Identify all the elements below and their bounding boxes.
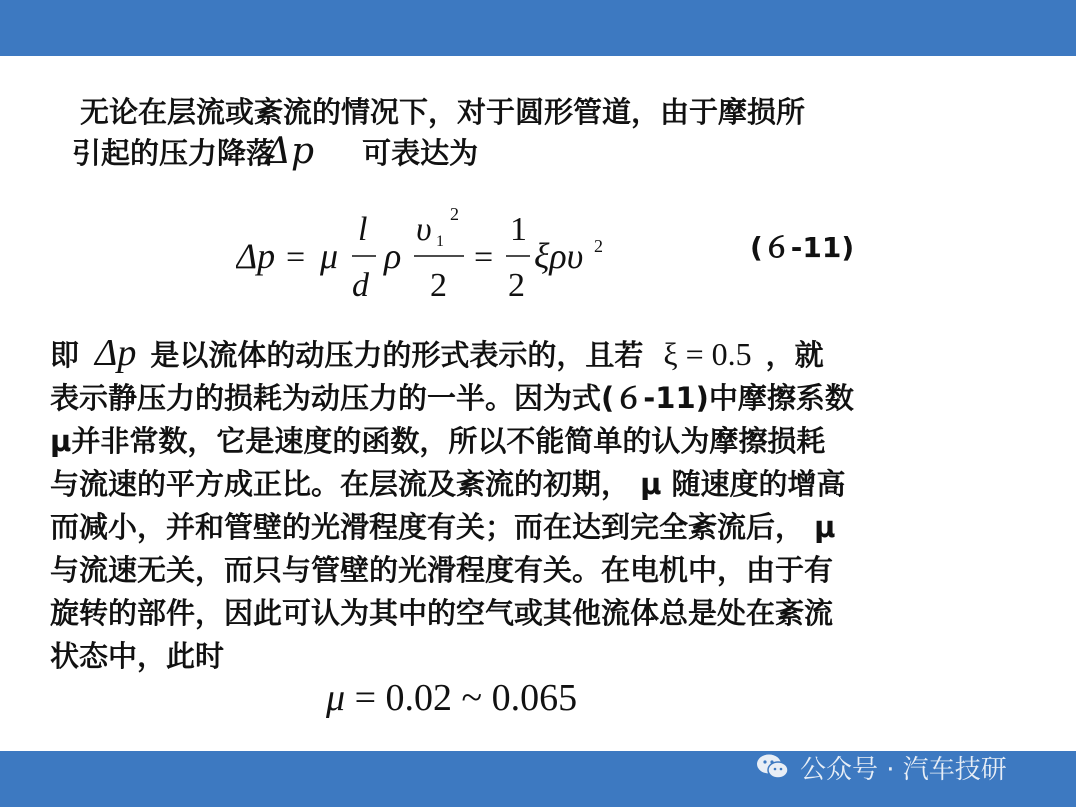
eq-upsilon1: υ <box>416 211 432 248</box>
eq-mu: μ <box>320 236 339 276</box>
equation-number: (６-11) <box>750 231 855 264</box>
intro-line-2-end: 可表达为 <box>362 136 479 170</box>
watermark-text: 公众号 · 汽车技研 <box>800 754 1007 785</box>
intro-line-2-text: 引起的压力降落 <box>72 136 276 170</box>
eq-sup2-b: 2 <box>594 236 603 256</box>
body-line-5: 而减小，并和管壁的光滑程度有关；而在达到完全紊流后， μ <box>50 510 836 544</box>
body-paragraph <box>50 332 1040 678</box>
body-line-3: μ并非常数，它是速度的函数，所以不能简单的认为摩擦损耗 <box>50 424 826 458</box>
body-line-1-b: 是以流体的动压力的形式表示的，且若 <box>150 338 644 372</box>
body-line-8: 状态中，此时 <box>50 639 225 673</box>
body-line-6: 与流速无关，而只与管壁的光滑程度有关。在电机中，由于有 <box>50 553 834 587</box>
eq-rho: ρ <box>384 236 402 276</box>
eq-sup2-a: 2 <box>450 204 459 224</box>
top-banner <box>0 0 1076 56</box>
eq-den-2a: 2 <box>430 267 447 304</box>
eq-d: d <box>352 267 369 304</box>
body-line-1-a: 即 <box>50 338 80 372</box>
delta-p-symbol-body: Δp <box>95 332 137 374</box>
pressure-drop-equation <box>236 200 636 310</box>
delta-p-symbol: Δp <box>265 131 315 172</box>
body-line-1 <box>50 332 1040 377</box>
wechat-icon <box>756 753 790 781</box>
eq-lhs: Δp <box>236 236 276 276</box>
body-line-1-c: ，就 <box>765 338 824 372</box>
body-line-7: 旋转的部件，因此可认为其中的空气或其他流体总是处在紊流 <box>50 596 834 630</box>
eq-sub1: 1 <box>436 233 444 250</box>
body-line-2: 表示静压力的损耗为动压力的一半。因为式(６-11)中摩擦系数 <box>50 381 854 415</box>
mu-range-equation <box>326 676 577 720</box>
intro-paragraph <box>72 92 1012 173</box>
intro-line-2 <box>72 132 1012 173</box>
watermark <box>756 752 1007 785</box>
intro-line-1: 无论在层流或紊流的情况下，对于圆形管道，由于摩损所 <box>80 95 806 129</box>
eq-one: 1 <box>510 211 527 248</box>
mu-range: = 0.02 ~ 0.065 <box>345 677 578 719</box>
eq-equals-2: = <box>474 239 494 276</box>
eq-tail: ξρυ <box>534 236 584 276</box>
eq-den-2b: 2 <box>508 267 525 304</box>
eq-equals-1: = <box>286 239 306 276</box>
eq-l: l <box>358 211 368 248</box>
body-line-4: 与流速的平方成正比。在层流及紊流的初期， μ 随速度的增高 <box>50 467 846 501</box>
xi-value: ξ = 0.5 <box>663 336 752 372</box>
mu-symbol: μ <box>326 677 346 719</box>
